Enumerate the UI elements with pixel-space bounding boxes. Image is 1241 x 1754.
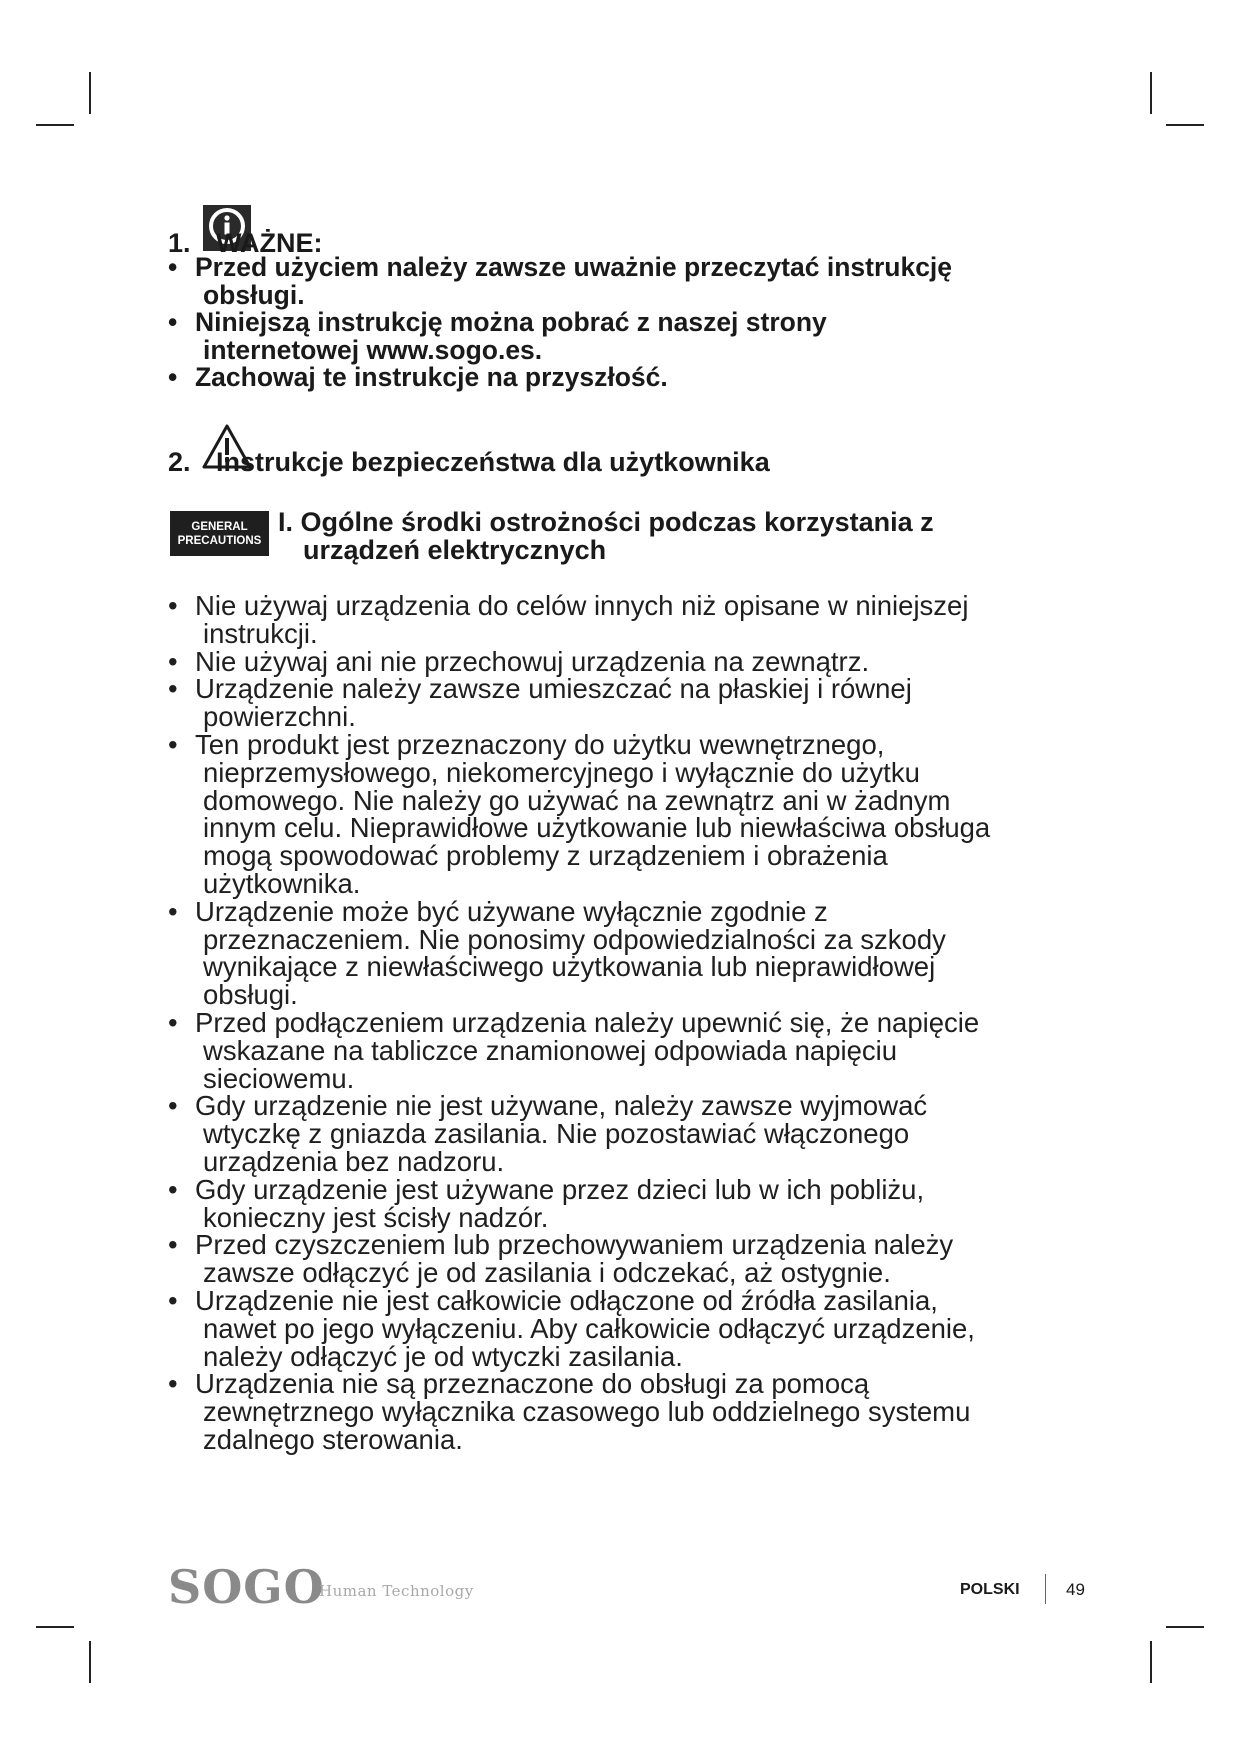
list-item: • Ten produkt jest przeznaczony do użytku wewnętrznego, nieprzemysłowego, niekomercyjnego i wyłącznie do użytku domowego. Nie należy go używać na zewnątrz ani w żadnym innym celu. Nieprawidłowe użytkowanie lub niewłaściwa obsługa mogą spowodować problemy z urządzeniem i obrażenia użytkownika.: [168, 731, 1108, 898]
crop-mark: [1150, 72, 1152, 114]
list-item: • Niniejszą instrukcję można pobrać z naszej strony internetowej www.sogo.es.: [168, 309, 1088, 364]
crop-mark: [1150, 1641, 1152, 1683]
list-item: • Urządzenie nie jest całkowicie odłączone od źródła zasilania, nawet po jego wyłączeniu. Aby całkowicie odłączyć urządzenie, należy odłączyć je od wtyczki zasilania.: [168, 1287, 1108, 1370]
section-2-number: 2.: [168, 447, 191, 477]
footer-divider: [1045, 1574, 1046, 1604]
brand-logo: SOGO: [168, 1560, 325, 1614]
precautions-list: [168, 592, 1108, 1454]
list-item: • Przed czyszczeniem lub przechowywaniem urządzenia należy zawsze odłączyć je od zasilania i odczekać, aż ostygnie.: [168, 1231, 1108, 1287]
brand-tagline: Human Technology: [319, 1582, 474, 1600]
list-item: • Gdy urządzenie nie jest używane, należy zawsze wyjmować wtyczkę z gniazda zasilania. Nie pozostawiać włączonego urządzenia bez nadzoru.: [168, 1092, 1108, 1175]
list-item: • Urządzenia nie są przeznaczone do obsługi za pomocą zewnętrznego wyłącznika czasowego lub oddzielnego systemu zdalnego sterowania.: [168, 1370, 1108, 1453]
list-item: • Urządzenie może być używane wyłącznie zgodnie z przeznaczeniem. Nie ponosimy odpowiedzialności za szkody wynikające z niewłaściwego użytkowania lub nieprawidłowej obsługi.: [168, 898, 1108, 1009]
list-item: • Zachowaj te instrukcje na przyszłość.: [168, 364, 1088, 392]
section-2-heading: [168, 448, 770, 477]
list-item: • Przed użyciem należy zawsze uważnie przeczytać instrukcję obsługi.: [168, 254, 1088, 309]
page-number: 49: [1066, 1580, 1085, 1599]
list-item: • Nie używaj ani nie przechowuj urządzenia na zewnątrz.: [168, 648, 1108, 676]
crop-mark: [36, 124, 74, 126]
section-1-title: WAŻNE:: [216, 228, 323, 258]
crop-mark: [1166, 124, 1204, 126]
section-1-number: 1.: [168, 228, 191, 258]
subsection-heading: I. Ogólne środki ostrożności podczas korzystania z urządzeń elektrycznych: [278, 507, 934, 565]
crop-mark: [36, 1626, 74, 1628]
language-label: POLSKI: [960, 1581, 1020, 1598]
list-item: • Nie używaj urządzenia do celów innych niż opisane w niniejszej instrukcji.: [168, 592, 1108, 648]
list-item: • Gdy urządzenie jest używane przez dzieci lub w ich pobliżu, konieczny jest ścisły nadzór.: [168, 1176, 1108, 1232]
list-item: • Urządzenie należy zawsze umieszczać na płaskiej i równej powierzchni.: [168, 675, 1108, 731]
crop-mark: [89, 72, 91, 114]
general-precautions-badge: GENERAL PRECAUTIONS: [170, 511, 269, 556]
section-2-title: Instrukcje bezpieczeństwa dla użytkownika: [216, 447, 770, 477]
important-list: [168, 254, 1088, 392]
crop-mark: [1166, 1626, 1204, 1628]
crop-mark: [89, 1641, 91, 1683]
list-item: • Przed podłączeniem urządzenia należy upewnić się, że napięcie wskazane na tabliczce znamionowej odpowiada napięciu sieciowemu.: [168, 1009, 1108, 1092]
